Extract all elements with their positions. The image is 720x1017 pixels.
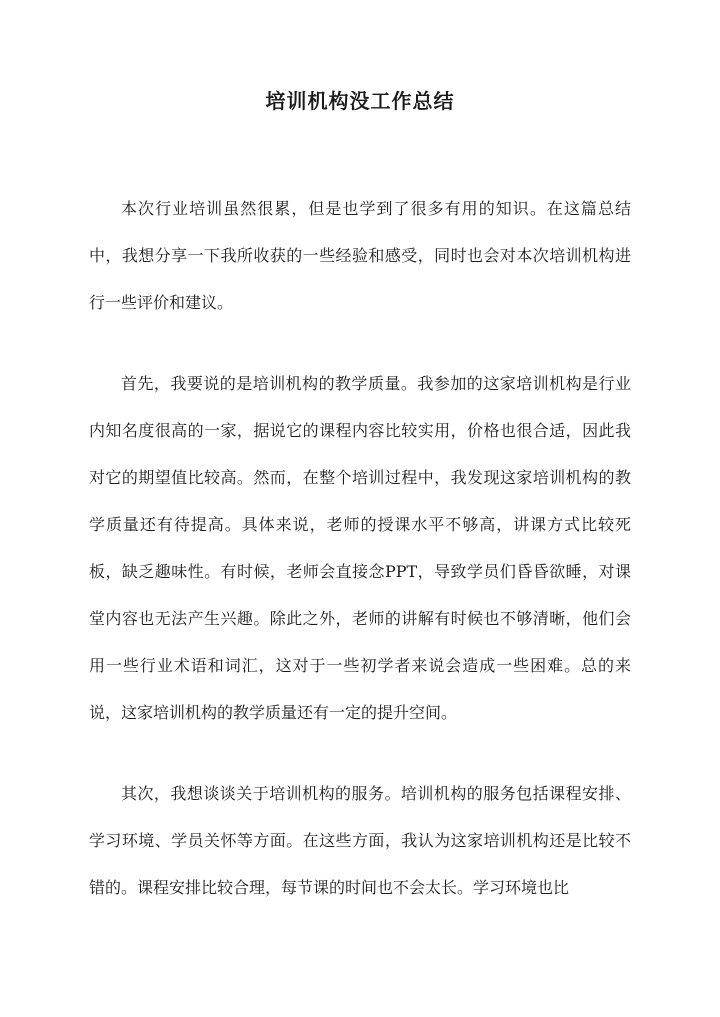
paragraph-service: 其次，我想谈谈关于培训机构的服务。培训机构的服务包括课程安排、学习环境、学员关怀等方面。在这些方面，我认为这家培训机构还是比较不错的。课程安排比较合理，每节课的时间也不会太长。学习环境也比 [89,784,631,897]
paragraph-intro: 本次行业培训虽然很累，但是也学到了很多有用的知识。在这篇总结中，我想分享一下我所收获的一些经验和感受，同时也会对本次培训机构进行一些评价和建议。 [89,199,631,312]
paragraph-teaching-quality: 首先，我要说的是培训机构的教学质量。我参加的这家培训机构是行业内知名度很高的一家，据说它的课程内容比较实用，价格也很合适，因此我对它的期望值比较高。然而，在整个培训过程中，我发现这家培训机构的教学质量还有待提高。具体来说，老师的授课水平不够高，讲课方式比较死板，缺乏趣味性。有时候，老师会直接念PPT，导致学员们昏昏欲睡，对课堂内容也无法产生兴趣。除此之外，老师的讲解有时候也不够清晰，他们会用一些行业术语和词汇，这对于一些初学者来说会造成一些困难。总的来说，这家培训机构的教学质量还有一定的提升空间。 [89,374,631,722]
document-title: 培训机构没工作总结 [265,89,455,113]
